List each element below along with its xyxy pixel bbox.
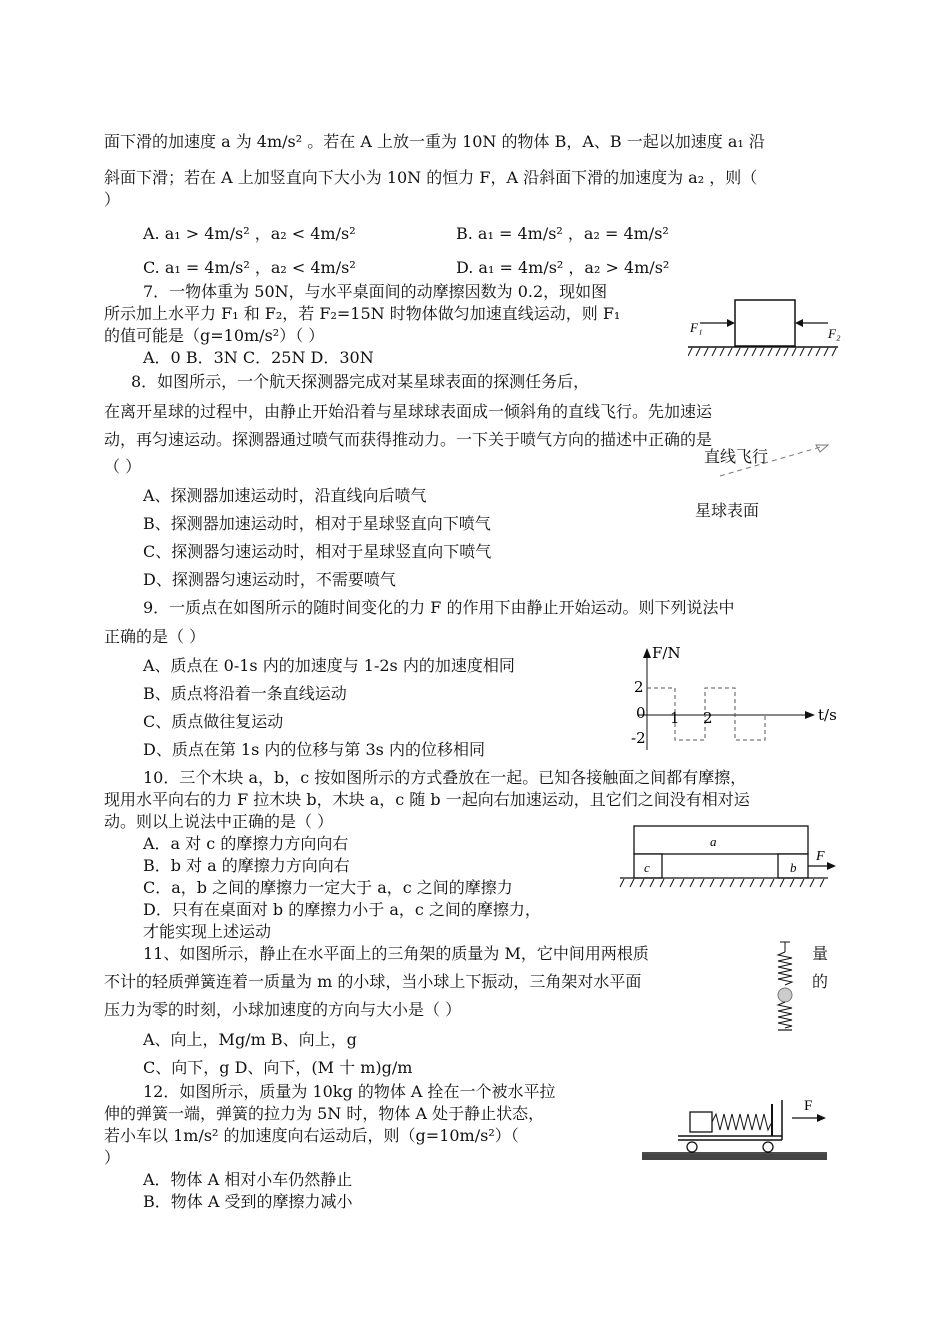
block-a	[634, 826, 808, 854]
t1-label: 1	[670, 709, 680, 727]
planet-surface-label: 星球表面	[695, 501, 760, 520]
q6-option-d: D. a₁ = 4m/s² ，a₂ > 4m/s²	[456, 258, 670, 277]
q11-options-ab: A、向上，Mg/m B、向上，g	[143, 1030, 357, 1049]
q10-option-b: B．b 对 a 的摩擦力方向向右	[143, 856, 350, 875]
q10-option-d-1: D．只有在桌面对 b 的摩擦力小于 a，c 之间的摩擦力，	[143, 900, 541, 919]
q8-option-b: B、探测器加速运动时，相对于星球竖直向下喷气	[143, 514, 491, 533]
q9-option-d: D、质点在第 1s 内的位移与第 3s 内的位移相同	[143, 740, 485, 759]
q11-line-2: 不计的轻质弹簧连着一质量为 m 的小球，当小球上下振动，三角架对水平面	[104, 972, 642, 991]
upper-spring	[778, 952, 792, 985]
y-axis-label: F/N	[652, 644, 681, 662]
q8-line-3: 动，再匀速运动。探测器通过喷气而获得推动力。一下关于喷气方向的描述中正确的是	[104, 430, 713, 449]
block-c-label: c	[644, 860, 650, 875]
f2-label: F₂	[828, 326, 841, 341]
q10-option-d-2: 才能实现上述运动	[143, 922, 272, 941]
q11-spring-ball-figure	[770, 940, 800, 1034]
y-max-label: 2	[634, 678, 644, 696]
q11-line-1-end: 量	[812, 944, 829, 963]
q12-line-1: 12．如图所示，质量为 10kg 的物体 A 拴在一个被水平拉	[143, 1082, 556, 1101]
ball	[778, 988, 792, 1002]
t2-label: 2	[703, 709, 713, 727]
q9-force-time-graph	[630, 640, 840, 752]
q12-cart-figure	[642, 1090, 832, 1166]
q12-line-3: 若小车以 1m/s² 的加速度向右运动后，则（g=10m/s²）（	[104, 1126, 519, 1145]
origin-label: 0	[636, 704, 646, 722]
lower-spring	[778, 1002, 792, 1028]
q6-line-3: ）	[104, 190, 121, 209]
q7-line-1: 7．一物体重为 50N，与水平桌面间的动摩擦因数为 0.2，现如图	[143, 282, 608, 301]
q8-line-4: （ ）	[104, 457, 142, 476]
cart-force-label: F	[804, 1098, 813, 1114]
q7-line-3: 的值可能是（g=10m/s²）（ ）	[104, 326, 325, 345]
x-axis-label: t/s	[818, 706, 837, 724]
q9-option-a: A、质点在 0-1s 内的加速度与 1-2s 内的加速度相同	[143, 656, 515, 675]
q9-line-1: 9．一质点在如图所示的随时间变化的力 F 的作用下由静止开始运动。则下列说法中	[143, 598, 735, 617]
spring	[712, 1114, 772, 1130]
y-min-label: -2	[631, 729, 646, 747]
q10-line-2: 现用水平向右的力 F 拉木块 b，木块 a，c 随 b 一起向右加速运动，且它们之间没有相对运	[104, 790, 750, 809]
q7-line-2: 所示加上水平力 F₁ 和 F₂，若 F₂=15N 时物体做匀加速直线运动，则 F₁	[104, 304, 621, 323]
q8-option-a: A、探测器加速运动时，沿直线向后喷气	[143, 486, 427, 505]
q9-option-b: B、质点将沿着一条直线运动	[143, 684, 347, 703]
q8-option-d: D、探测器匀速运动时，不需要喷气	[143, 570, 396, 589]
q12-line-4: ）	[104, 1148, 121, 1167]
q7-options: A．0 B．3N C．25N D．30N	[143, 348, 374, 367]
q9-option-c: C、质点做往复运动	[143, 712, 284, 731]
q6-option-b: B. a₁ = 4m/s² ，a₂ = 4m/s²	[456, 224, 669, 243]
q11-line-2-end: 的	[812, 972, 829, 991]
cart-wheel-right	[763, 1142, 773, 1152]
q10-blocks-figure	[618, 822, 840, 892]
f1-label: F₁	[690, 320, 703, 335]
ground	[642, 1154, 827, 1160]
q10-line-3: 动。则以上说法中正确的是（ ）	[104, 812, 334, 831]
q6-line-2: 斜面下滑；若在 A 上加竖直向下大小为 10N 的恒力 F，A 沿斜面下滑的加速度为 a₂ ，则（	[104, 168, 758, 187]
q6-option-a: A. a₁ > 4m/s² ，a₂ < 4m/s²	[143, 224, 356, 243]
block-b-label: b	[790, 860, 797, 875]
q11-line-3: 压力为零的时刻，小球加速度的方向与大小是（ ）	[104, 1000, 462, 1019]
q8-option-c: C、探测器匀速运动时，相对于星球竖直向下喷气	[143, 542, 492, 561]
q8-line-2: 在离开星球的过程中，由静止开始沿着与星球球表面成一倾斜角的直线飞行。先加速运	[104, 402, 713, 421]
block-a-label: a	[710, 834, 717, 849]
object-a	[690, 1112, 712, 1132]
force-label: F	[816, 849, 825, 864]
q9-line-2: 正确的是（ ）	[104, 627, 206, 646]
q11-options-cd: C、向下，g D、向下，(M 十 m)g/m	[143, 1058, 413, 1077]
flight-path-label: 直线飞行	[704, 447, 769, 466]
q10-option-c: C．a，b 之间的摩擦力一定大于 a，c 之间的摩擦力	[143, 878, 513, 897]
q10-option-a: A．a 对 c 的摩擦力方向向右	[143, 834, 349, 853]
q10-line-1: 10．三个木块 a，b，c 按如图所示的方式叠放在一起。已知各接触面之间都有摩擦，	[143, 768, 747, 787]
q7-block-figure	[688, 292, 850, 362]
q6-option-c: C. a₁ = 4m/s² ，a₂ < 4m/s²	[143, 258, 356, 277]
q12-option-a: A．物体 A 相对小车仍然静止	[143, 1170, 353, 1189]
cart-wheel-left	[687, 1142, 697, 1152]
q6-line-1: 面下滑的加速度 a 为 4m/s² 。若在 A 上放一重为 10N 的物体 B，A、B 一起以加速度 a₁ 沿	[104, 132, 765, 151]
q12-line-2: 伸的弹簧一端，弹簧的拉力为 5N 时，物体 A 处于静止状态，	[104, 1104, 545, 1123]
q8-line-1: 8．如图所示，一个航天探测器完成对某星球表面的探测任务后，	[131, 372, 590, 391]
q11-line-1: 11、如图所示，静止在水平面上的三角架的质量为 M，它中间用两根质	[143, 944, 649, 963]
q12-option-b: B．物体 A 受到的摩擦力减小	[143, 1192, 353, 1211]
